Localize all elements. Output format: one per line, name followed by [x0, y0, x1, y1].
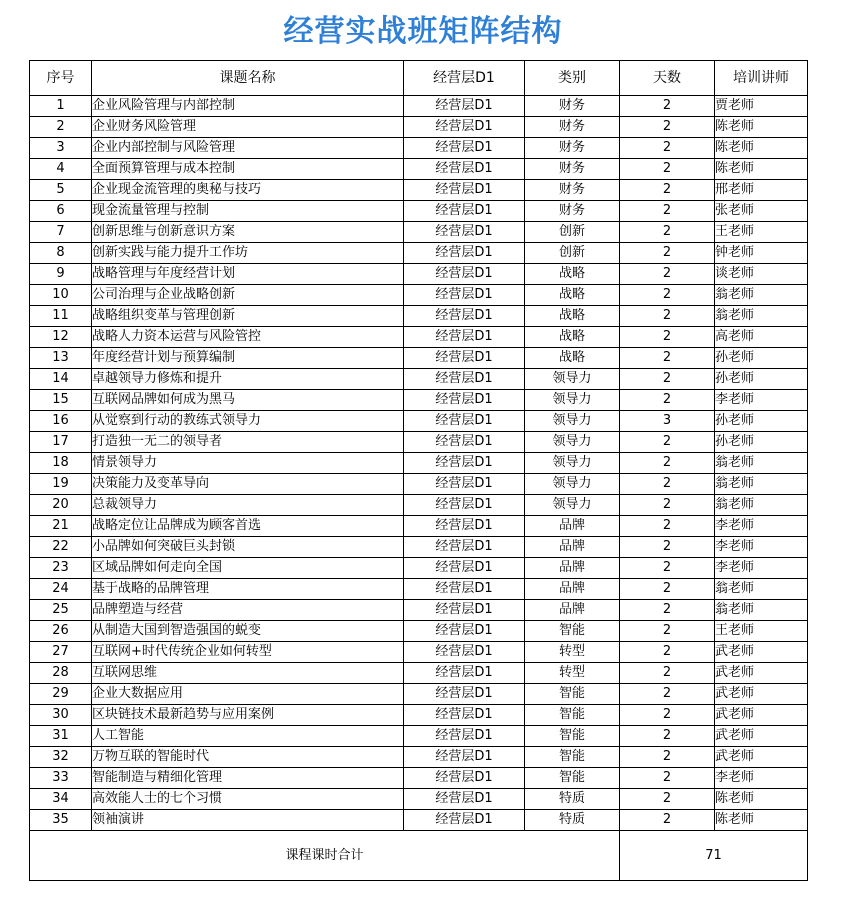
cell-teacher: 陈老师: [715, 159, 808, 180]
cell-teacher: 翁老师: [715, 453, 808, 474]
table-row: [30, 537, 808, 558]
cell-level: 经营层D1: [404, 810, 525, 831]
cell-no: 10: [30, 285, 92, 306]
cell-teacher: 李老师: [715, 558, 808, 579]
table-row: [30, 516, 808, 537]
cell-no: 33: [30, 768, 92, 789]
cell-teacher: 翁老师: [715, 306, 808, 327]
cell-category: 财务: [525, 201, 620, 222]
cell-teacher: 孙老师: [715, 432, 808, 453]
page-title: 经营实战班矩阵结构: [283, 14, 563, 49]
cell-no: 35: [30, 810, 92, 831]
table-row: [30, 285, 808, 306]
cell-no: 1: [30, 96, 92, 117]
cell-no: 15: [30, 390, 92, 411]
total-row: [30, 831, 808, 881]
cell-course-name: 从制造大国到智造强国的蜕变: [92, 621, 404, 642]
cell-course-name: 万物互联的智能时代: [92, 747, 404, 768]
cell-no: 28: [30, 663, 92, 684]
cell-days: 2: [620, 390, 715, 411]
cell-course-name: 高效能人士的七个习惯: [92, 789, 404, 810]
cell-course-name: 从觉察到行动的教练式领导力: [92, 411, 404, 432]
cell-no: 27: [30, 642, 92, 663]
cell-days: 2: [620, 264, 715, 285]
cell-course-name: 互联网思维: [92, 663, 404, 684]
cell-teacher: 邢老师: [715, 180, 808, 201]
cell-course-name: 企业现金流管理的奥秘与技巧: [92, 180, 404, 201]
cell-teacher: 李老师: [715, 768, 808, 789]
cell-category: 品牌: [525, 600, 620, 621]
cell-days: 2: [620, 747, 715, 768]
header-level: 经营层D1: [404, 61, 525, 96]
cell-category: 转型: [525, 663, 620, 684]
cell-teacher: 武老师: [715, 663, 808, 684]
cell-course-name: 基于战略的品牌管理: [92, 579, 404, 600]
cell-course-name: 智能制造与精细化管理: [92, 768, 404, 789]
cell-days: 2: [620, 621, 715, 642]
cell-level: 经营层D1: [404, 789, 525, 810]
header-days: 天数: [620, 61, 715, 96]
cell-teacher: 李老师: [715, 390, 808, 411]
cell-level: 经营层D1: [404, 306, 525, 327]
cell-no: 3: [30, 138, 92, 159]
cell-course-name: 年度经营计划与预算编制: [92, 348, 404, 369]
cell-level: 经营层D1: [404, 705, 525, 726]
cell-course-name: 打造独一无二的领导者: [92, 432, 404, 453]
cell-days: 2: [620, 663, 715, 684]
cell-level: 经营层D1: [404, 411, 525, 432]
table-row: [30, 642, 808, 663]
cell-course-name: 全面预算管理与成本控制: [92, 159, 404, 180]
table-header-row: [30, 61, 808, 96]
cell-no: 9: [30, 264, 92, 285]
cell-category: 战略: [525, 327, 620, 348]
header-teacher: 培训讲师: [715, 61, 808, 96]
cell-level: 经营层D1: [404, 642, 525, 663]
cell-days: 2: [620, 579, 715, 600]
table-row: [30, 411, 808, 432]
cell-course-name: 企业财务风险管理: [92, 117, 404, 138]
cell-teacher: 王老师: [715, 621, 808, 642]
table-row: [30, 579, 808, 600]
table-row: [30, 663, 808, 684]
cell-category: 智能: [525, 747, 620, 768]
total-value: 71: [620, 831, 808, 881]
cell-course-name: 情景领导力: [92, 453, 404, 474]
cell-course-name: 现金流量管理与控制: [92, 201, 404, 222]
cell-course-name: 决策能力及变革导向: [92, 474, 404, 495]
cell-category: 智能: [525, 705, 620, 726]
table-row: [30, 348, 808, 369]
cell-category: 智能: [525, 621, 620, 642]
table-row: [30, 684, 808, 705]
table-row: [30, 474, 808, 495]
cell-days: 2: [620, 159, 715, 180]
cell-days: 2: [620, 306, 715, 327]
cell-no: 5: [30, 180, 92, 201]
cell-days: 2: [620, 516, 715, 537]
cell-level: 经营层D1: [404, 579, 525, 600]
cell-level: 经营层D1: [404, 369, 525, 390]
table-row: [30, 117, 808, 138]
total-label: 课程课时合计: [30, 831, 620, 881]
cell-days: 2: [620, 285, 715, 306]
cell-days: 2: [620, 327, 715, 348]
cell-level: 经营层D1: [404, 348, 525, 369]
cell-no: 2: [30, 117, 92, 138]
cell-no: 12: [30, 327, 92, 348]
cell-teacher: 李老师: [715, 537, 808, 558]
cell-teacher: 武老师: [715, 726, 808, 747]
cell-level: 经营层D1: [404, 117, 525, 138]
cell-no: 32: [30, 747, 92, 768]
cell-course-name: 卓越领导力修炼和提升: [92, 369, 404, 390]
cell-category: 品牌: [525, 579, 620, 600]
cell-category: 战略: [525, 306, 620, 327]
cell-level: 经营层D1: [404, 726, 525, 747]
cell-category: 创新: [525, 243, 620, 264]
cell-category: 战略: [525, 285, 620, 306]
cell-no: 34: [30, 789, 92, 810]
cell-teacher: 孙老师: [715, 369, 808, 390]
cell-days: 2: [620, 222, 715, 243]
table-row: [30, 768, 808, 789]
table-row: [30, 726, 808, 747]
cell-no: 8: [30, 243, 92, 264]
cell-category: 品牌: [525, 558, 620, 579]
cell-level: 经营层D1: [404, 390, 525, 411]
cell-no: 26: [30, 621, 92, 642]
cell-category: 领导力: [525, 369, 620, 390]
cell-teacher: 孙老师: [715, 348, 808, 369]
cell-teacher: 李老师: [715, 516, 808, 537]
cell-course-name: 公司治理与企业战略创新: [92, 285, 404, 306]
cell-days: 2: [620, 117, 715, 138]
cell-days: 2: [620, 474, 715, 495]
cell-level: 经营层D1: [404, 474, 525, 495]
cell-course-name: 品牌塑造与经营: [92, 600, 404, 621]
cell-no: 11: [30, 306, 92, 327]
cell-no: 30: [30, 705, 92, 726]
cell-teacher: 陈老师: [715, 789, 808, 810]
cell-no: 17: [30, 432, 92, 453]
cell-category: 财务: [525, 117, 620, 138]
table-row: [30, 558, 808, 579]
cell-course-name: 小品牌如何突破巨头封锁: [92, 537, 404, 558]
table-row: [30, 789, 808, 810]
table-row: [30, 201, 808, 222]
cell-category: 品牌: [525, 516, 620, 537]
cell-days: 2: [620, 348, 715, 369]
cell-level: 经营层D1: [404, 663, 525, 684]
table-row: [30, 222, 808, 243]
cell-teacher: 武老师: [715, 747, 808, 768]
cell-category: 创新: [525, 222, 620, 243]
cell-level: 经营层D1: [404, 453, 525, 474]
cell-course-name: 战略人力资本运营与风险管控: [92, 327, 404, 348]
cell-category: 领导力: [525, 474, 620, 495]
cell-teacher: 陈老师: [715, 117, 808, 138]
table-row: [30, 747, 808, 768]
cell-no: 22: [30, 537, 92, 558]
cell-category: 品牌: [525, 537, 620, 558]
cell-level: 经营层D1: [404, 96, 525, 117]
table-row: [30, 369, 808, 390]
cell-days: 2: [620, 558, 715, 579]
cell-category: 智能: [525, 768, 620, 789]
cell-teacher: 高老师: [715, 327, 808, 348]
cell-teacher: 孙老师: [715, 411, 808, 432]
cell-course-name: 创新思维与创新意识方案: [92, 222, 404, 243]
cell-teacher: 武老师: [715, 684, 808, 705]
cell-category: 领导力: [525, 495, 620, 516]
cell-days: 2: [620, 768, 715, 789]
cell-category: 财务: [525, 138, 620, 159]
cell-category: 领导力: [525, 390, 620, 411]
cell-no: 16: [30, 411, 92, 432]
cell-days: 2: [620, 642, 715, 663]
cell-teacher: 翁老师: [715, 600, 808, 621]
table-row: [30, 453, 808, 474]
cell-course-name: 领袖演讲: [92, 810, 404, 831]
cell-teacher: 翁老师: [715, 474, 808, 495]
cell-days: 2: [620, 432, 715, 453]
cell-course-name: 战略组织变革与管理创新: [92, 306, 404, 327]
cell-no: 29: [30, 684, 92, 705]
cell-days: 2: [620, 600, 715, 621]
cell-no: 6: [30, 201, 92, 222]
cell-days: 2: [620, 201, 715, 222]
cell-no: 25: [30, 600, 92, 621]
table-row: [30, 495, 808, 516]
cell-category: 财务: [525, 96, 620, 117]
cell-course-name: 人工智能: [92, 726, 404, 747]
cell-level: 经营层D1: [404, 243, 525, 264]
cell-category: 领导力: [525, 453, 620, 474]
table-row: [30, 621, 808, 642]
cell-category: 财务: [525, 180, 620, 201]
cell-no: 24: [30, 579, 92, 600]
cell-no: 21: [30, 516, 92, 537]
cell-level: 经营层D1: [404, 768, 525, 789]
cell-level: 经营层D1: [404, 159, 525, 180]
cell-category: 财务: [525, 159, 620, 180]
cell-course-name: 互联网品牌如何成为黑马: [92, 390, 404, 411]
header-course-name: 课题名称: [92, 61, 404, 96]
cell-no: 18: [30, 453, 92, 474]
cell-category: 智能: [525, 726, 620, 747]
cell-days: 3: [620, 411, 715, 432]
cell-course-name: 互联网+时代传统企业如何转型: [92, 642, 404, 663]
cell-no: 20: [30, 495, 92, 516]
cell-days: 2: [620, 705, 715, 726]
cell-level: 经营层D1: [404, 621, 525, 642]
cell-days: 2: [620, 495, 715, 516]
cell-teacher: 翁老师: [715, 495, 808, 516]
table-row: [30, 138, 808, 159]
cell-level: 经营层D1: [404, 432, 525, 453]
cell-no: 19: [30, 474, 92, 495]
table-row: [30, 390, 808, 411]
header-no: 序号: [30, 61, 92, 96]
cell-category: 特质: [525, 789, 620, 810]
cell-days: 2: [620, 96, 715, 117]
cell-no: 7: [30, 222, 92, 243]
cell-level: 经营层D1: [404, 138, 525, 159]
cell-level: 经营层D1: [404, 264, 525, 285]
cell-category: 领导力: [525, 432, 620, 453]
table-row: [30, 810, 808, 831]
table-row: [30, 306, 808, 327]
cell-level: 经营层D1: [404, 495, 525, 516]
cell-level: 经营层D1: [404, 222, 525, 243]
cell-teacher: 张老师: [715, 201, 808, 222]
cell-category: 转型: [525, 642, 620, 663]
cell-days: 2: [620, 243, 715, 264]
cell-days: 2: [620, 180, 715, 201]
cell-teacher: 贾老师: [715, 96, 808, 117]
cell-category: 智能: [525, 684, 620, 705]
cell-days: 2: [620, 726, 715, 747]
cell-teacher: 陈老师: [715, 138, 808, 159]
cell-level: 经营层D1: [404, 747, 525, 768]
cell-teacher: 武老师: [715, 642, 808, 663]
table-row: [30, 327, 808, 348]
cell-course-name: 企业大数据应用: [92, 684, 404, 705]
table-row: [30, 600, 808, 621]
cell-teacher: 翁老师: [715, 285, 808, 306]
cell-level: 经营层D1: [404, 285, 525, 306]
table-row: [30, 705, 808, 726]
table-row: [30, 243, 808, 264]
cell-level: 经营层D1: [404, 600, 525, 621]
cell-level: 经营层D1: [404, 558, 525, 579]
cell-category: 特质: [525, 810, 620, 831]
cell-no: 14: [30, 369, 92, 390]
cell-teacher: 武老师: [715, 705, 808, 726]
cell-course-name: 区域品牌如何走向全国: [92, 558, 404, 579]
table-row: [30, 159, 808, 180]
cell-category: 领导力: [525, 411, 620, 432]
cell-days: 2: [620, 453, 715, 474]
cell-course-name: 区块链技术最新趋势与应用案例: [92, 705, 404, 726]
cell-teacher: 王老师: [715, 222, 808, 243]
header-category: 类别: [525, 61, 620, 96]
cell-course-name: 企业内部控制与风险管理: [92, 138, 404, 159]
cell-teacher: 陈老师: [715, 810, 808, 831]
table-row: [30, 96, 808, 117]
cell-course-name: 企业风险管理与内部控制: [92, 96, 404, 117]
cell-level: 经营层D1: [404, 516, 525, 537]
cell-course-name: 总裁领导力: [92, 495, 404, 516]
table-row: [30, 432, 808, 453]
cell-days: 2: [620, 138, 715, 159]
cell-no: 31: [30, 726, 92, 747]
cell-level: 经营层D1: [404, 201, 525, 222]
table-row: [30, 264, 808, 285]
cell-course-name: 战略定位让品牌成为顾客首选: [92, 516, 404, 537]
cell-days: 2: [620, 537, 715, 558]
cell-teacher: 钟老师: [715, 243, 808, 264]
cell-days: 2: [620, 369, 715, 390]
cell-category: 战略: [525, 348, 620, 369]
cell-course-name: 战略管理与年度经营计划: [92, 264, 404, 285]
course-matrix-table: [29, 60, 808, 881]
cell-level: 经营层D1: [404, 327, 525, 348]
table-row: [30, 180, 808, 201]
cell-course-name: 创新实践与能力提升工作坊: [92, 243, 404, 264]
cell-teacher: 谈老师: [715, 264, 808, 285]
cell-category: 战略: [525, 264, 620, 285]
cell-days: 2: [620, 789, 715, 810]
cell-level: 经营层D1: [404, 180, 525, 201]
cell-level: 经营层D1: [404, 684, 525, 705]
cell-no: 23: [30, 558, 92, 579]
cell-days: 2: [620, 684, 715, 705]
cell-no: 4: [30, 159, 92, 180]
cell-days: 2: [620, 810, 715, 831]
cell-level: 经营层D1: [404, 537, 525, 558]
cell-no: 13: [30, 348, 92, 369]
cell-teacher: 翁老师: [715, 579, 808, 600]
